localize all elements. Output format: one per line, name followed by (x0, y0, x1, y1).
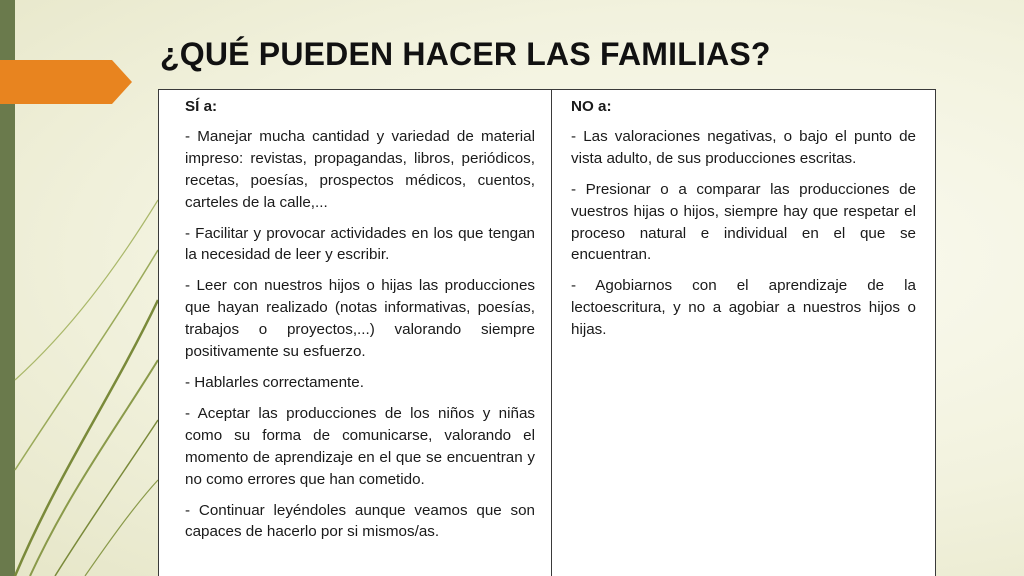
no-column-heading: NO a: (571, 98, 612, 115)
comparison-table (158, 89, 936, 576)
yes-item-1: - Manejar mucha cantidad y variedad de material impreso: revistas, propagandas, libros, periódicos, recetas, poesías, prospectos médicos, cuentos, carteles de la calle,... (185, 127, 535, 211)
no-column (552, 90, 935, 576)
no-item-1: - Las valoraciones negativas, o bajo el punto de vista adulto, de sus producciones escritas. (571, 127, 916, 167)
orange-accent-tab (0, 60, 132, 104)
yes-item-5: - Aceptar las producciones de los niños y niñas como su forma de comunicarse, valorando el momento de aprendizaje en el que se encuentran y no como errores que han cometido. (185, 404, 535, 488)
yes-column (159, 90, 552, 576)
slide-title: ¿QUÉ PUEDEN HACER LAS FAMILIAS? (160, 36, 771, 72)
yes-item-4: - Hablarles correctamente. (185, 373, 364, 391)
yes-item-2: - Facilitar y provocar actividades en los que tengan la necesidad de leer y escribir. (185, 224, 535, 264)
yes-item-6: - Continuar leyéndoles aunque veamos que son capaces de hacerlo por si mismos/as. (185, 501, 535, 541)
no-item-3: - Agobiarnos con el aprendizaje de la lectoescritura, y no a agobiar a nuestros hijos o hijas. (571, 277, 916, 339)
yes-item-3: - Leer con nuestros hijos o hijas las producciones que hayan realizado (notas informativas, poesías, trabajos o proyectos,...) valorando siempre positivamente su esfuerzo. (185, 277, 535, 361)
yes-column-heading: SÍ a: (185, 98, 218, 115)
no-item-2: - Presionar o a comparar las producciones de vuestros hijas o hijos, siempre hay que respetar el proceso natural e individual en el que se encuentran. (571, 180, 916, 264)
